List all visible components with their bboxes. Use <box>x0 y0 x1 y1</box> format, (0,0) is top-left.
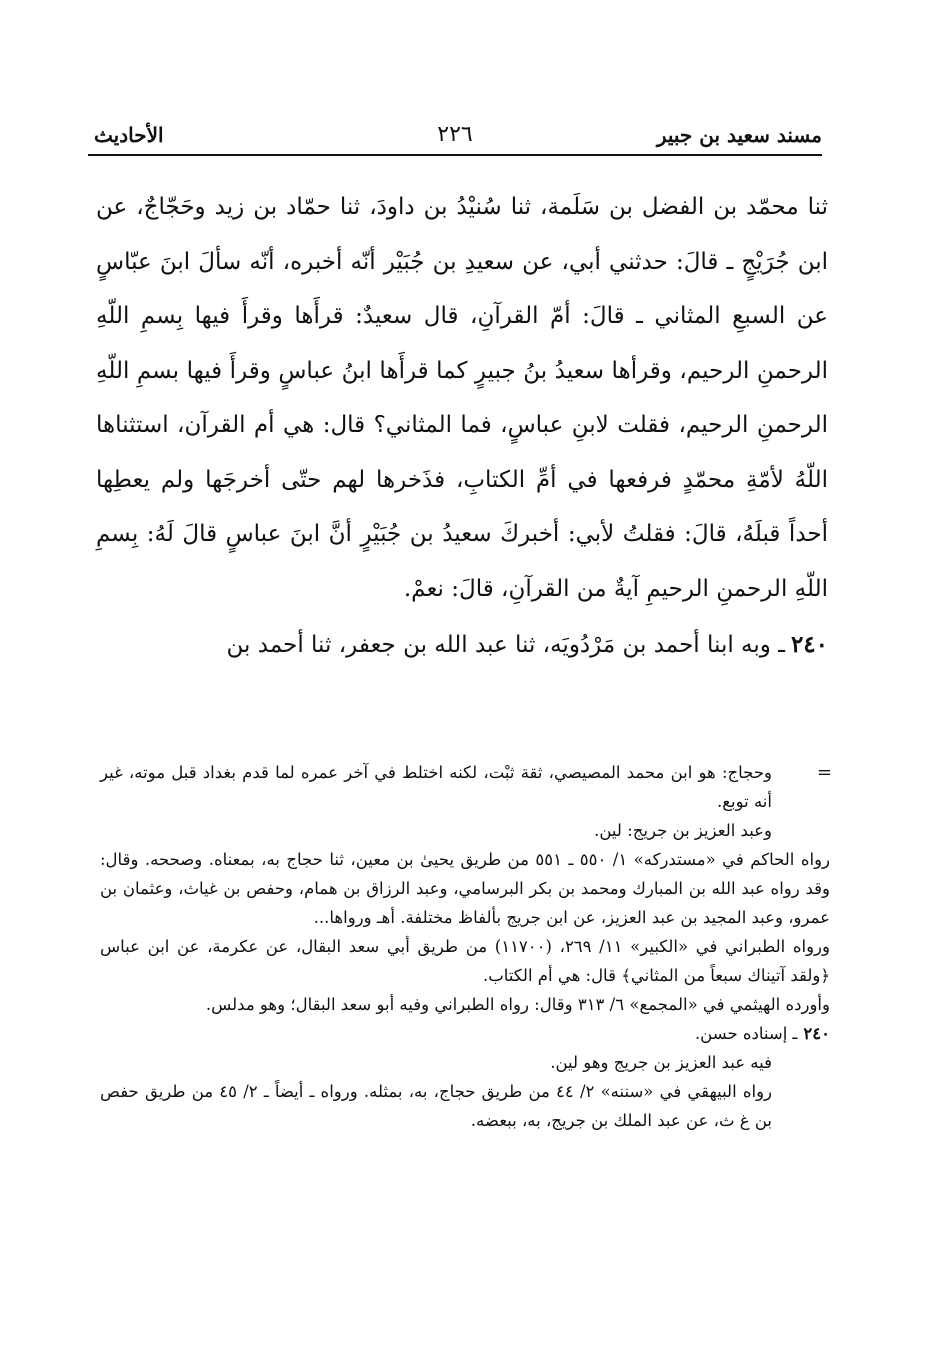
section-title: الأحاديث <box>94 123 164 147</box>
book-title: مسند سعيد بن جبير <box>656 123 822 147</box>
hadith-240 <box>96 618 828 673</box>
footnote-para: وعبد العزيز بن جريج: لين. <box>594 821 772 840</box>
hadith-240-text: ـ وبه ابنا أحمد بن مَرْدُويَه، ثنا عبد الله بن جعفر، ثنا أحمد بن <box>226 632 785 658</box>
footnote-para: وحجاج: هو ابن محمد المصيصي، ثقة ثبْت، لكنه اختلط في آخر عمره لما قدم بغداد قبل موته، غير أنه توبع. <box>100 763 772 811</box>
footnote-number: ٢٤٠ <box>803 1024 830 1043</box>
footnote-continuation-mark: = <box>816 762 832 783</box>
hadith-number: ٢٤٠ <box>790 631 828 658</box>
footnote-para: فيه عبد العزيز بن جريج وهو لين. <box>550 1053 772 1072</box>
footnote-240-heading <box>100 1019 830 1048</box>
footnote-para: ورواه الطبراني في «الكبير» ١١/ ٢٦٩، (١١٧٠٠) من طريق أبي سعد البقال، عن عكرمة، عن ابن عباس ﴿ولقد آتيناك سبعاً من المثاني﴾ قال: هي أم الكتاب. <box>100 937 830 985</box>
footnote-para: وأورده الهيثمي في «المجمع» ٦/ ٣١٣ وقال: رواه الطبراني وفيه أبو سعد البقال؛ وهو مدلس. <box>205 995 830 1014</box>
footnotes <box>100 758 830 1135</box>
footnote-para: رواه البيهقي في «سننه» ٢/ ٤٤ من طريق حجاج، به، بمثله. ورواه ـ أيضاً ـ ٢/ ٤٥ من طريق حفص بن غ ث، عن عبد الملك بن جريج، به، ببعضه. <box>100 1082 773 1130</box>
main-text <box>96 180 828 673</box>
hadith-239-narration: ثنا محمّد بن الفضل بن سَلَمة، ثنا سُنيْدُ بن داودَ، ثنا حمّاد بن زيد وحَجّاجٌ، عن ابن جُرَيْجٍ ـ قالَ: حدثني أبي، عن سعيدِ بن جُبَيْر أنّه أخبره، أنّه سألَ ابنَ عبّاسٍ عن السبعِ المثاني ـ قالَ: أمّ القرآنِ، قال سعيدٌ: قرأَها وقرأَ فيها بِسمِ اللّهِ الرحمنِ الرحيم، وقرأها سعيدُ بنُ جبيرٍ كما قرأَها ابنُ عباسٍ وقرأَ فيها بسمِ اللّهِ الرحمنِ الرحيم، فقلت لابنِ عباسٍ، فما المثاني؟ قال: هي أم القرآن، استثناها اللّهُ لأمّةِ محمّدٍ فرفعها في أمِّ الكتابِ، فذَخرها لهم حتّى أخرجَها ولم يعطِها أحداً قبلَهُ، قالَ: فقلتُ لأبي: أخبركَ سعيدُ بن جُبَيْرٍ أنَّ ابنَ عباسٍ قالَ لَهُ: بِسمِ اللّهِ الرحمنِ الرحيمِ آيةٌ من القرآنِ، قالَ: نعمْ. <box>96 194 828 602</box>
page-number: ٢٢٦ <box>437 122 473 147</box>
footnote-para: رواه الحاكم في «مستدركه» ١/ ٥٥٠ ـ ٥٥١ من طريق يحيىٰ بن معين، ثنا حجاج به، بمعناه. وصححه. وقال: وقد رواه عبد الله بن المبارك ومحمد بن بكر البرسامي، وعبد الرزاق بن همام، وحفص بن غياث، وعثمان بن عمرو، وعبد المجيد بن عبد العزيز، عن ابن جريج بألفاظ مختلفة. أهـ ورواها... <box>100 850 831 927</box>
header-rule <box>88 154 822 156</box>
footnote-para: ـ إسناده حسن. <box>694 1024 798 1043</box>
page-header <box>88 118 822 158</box>
